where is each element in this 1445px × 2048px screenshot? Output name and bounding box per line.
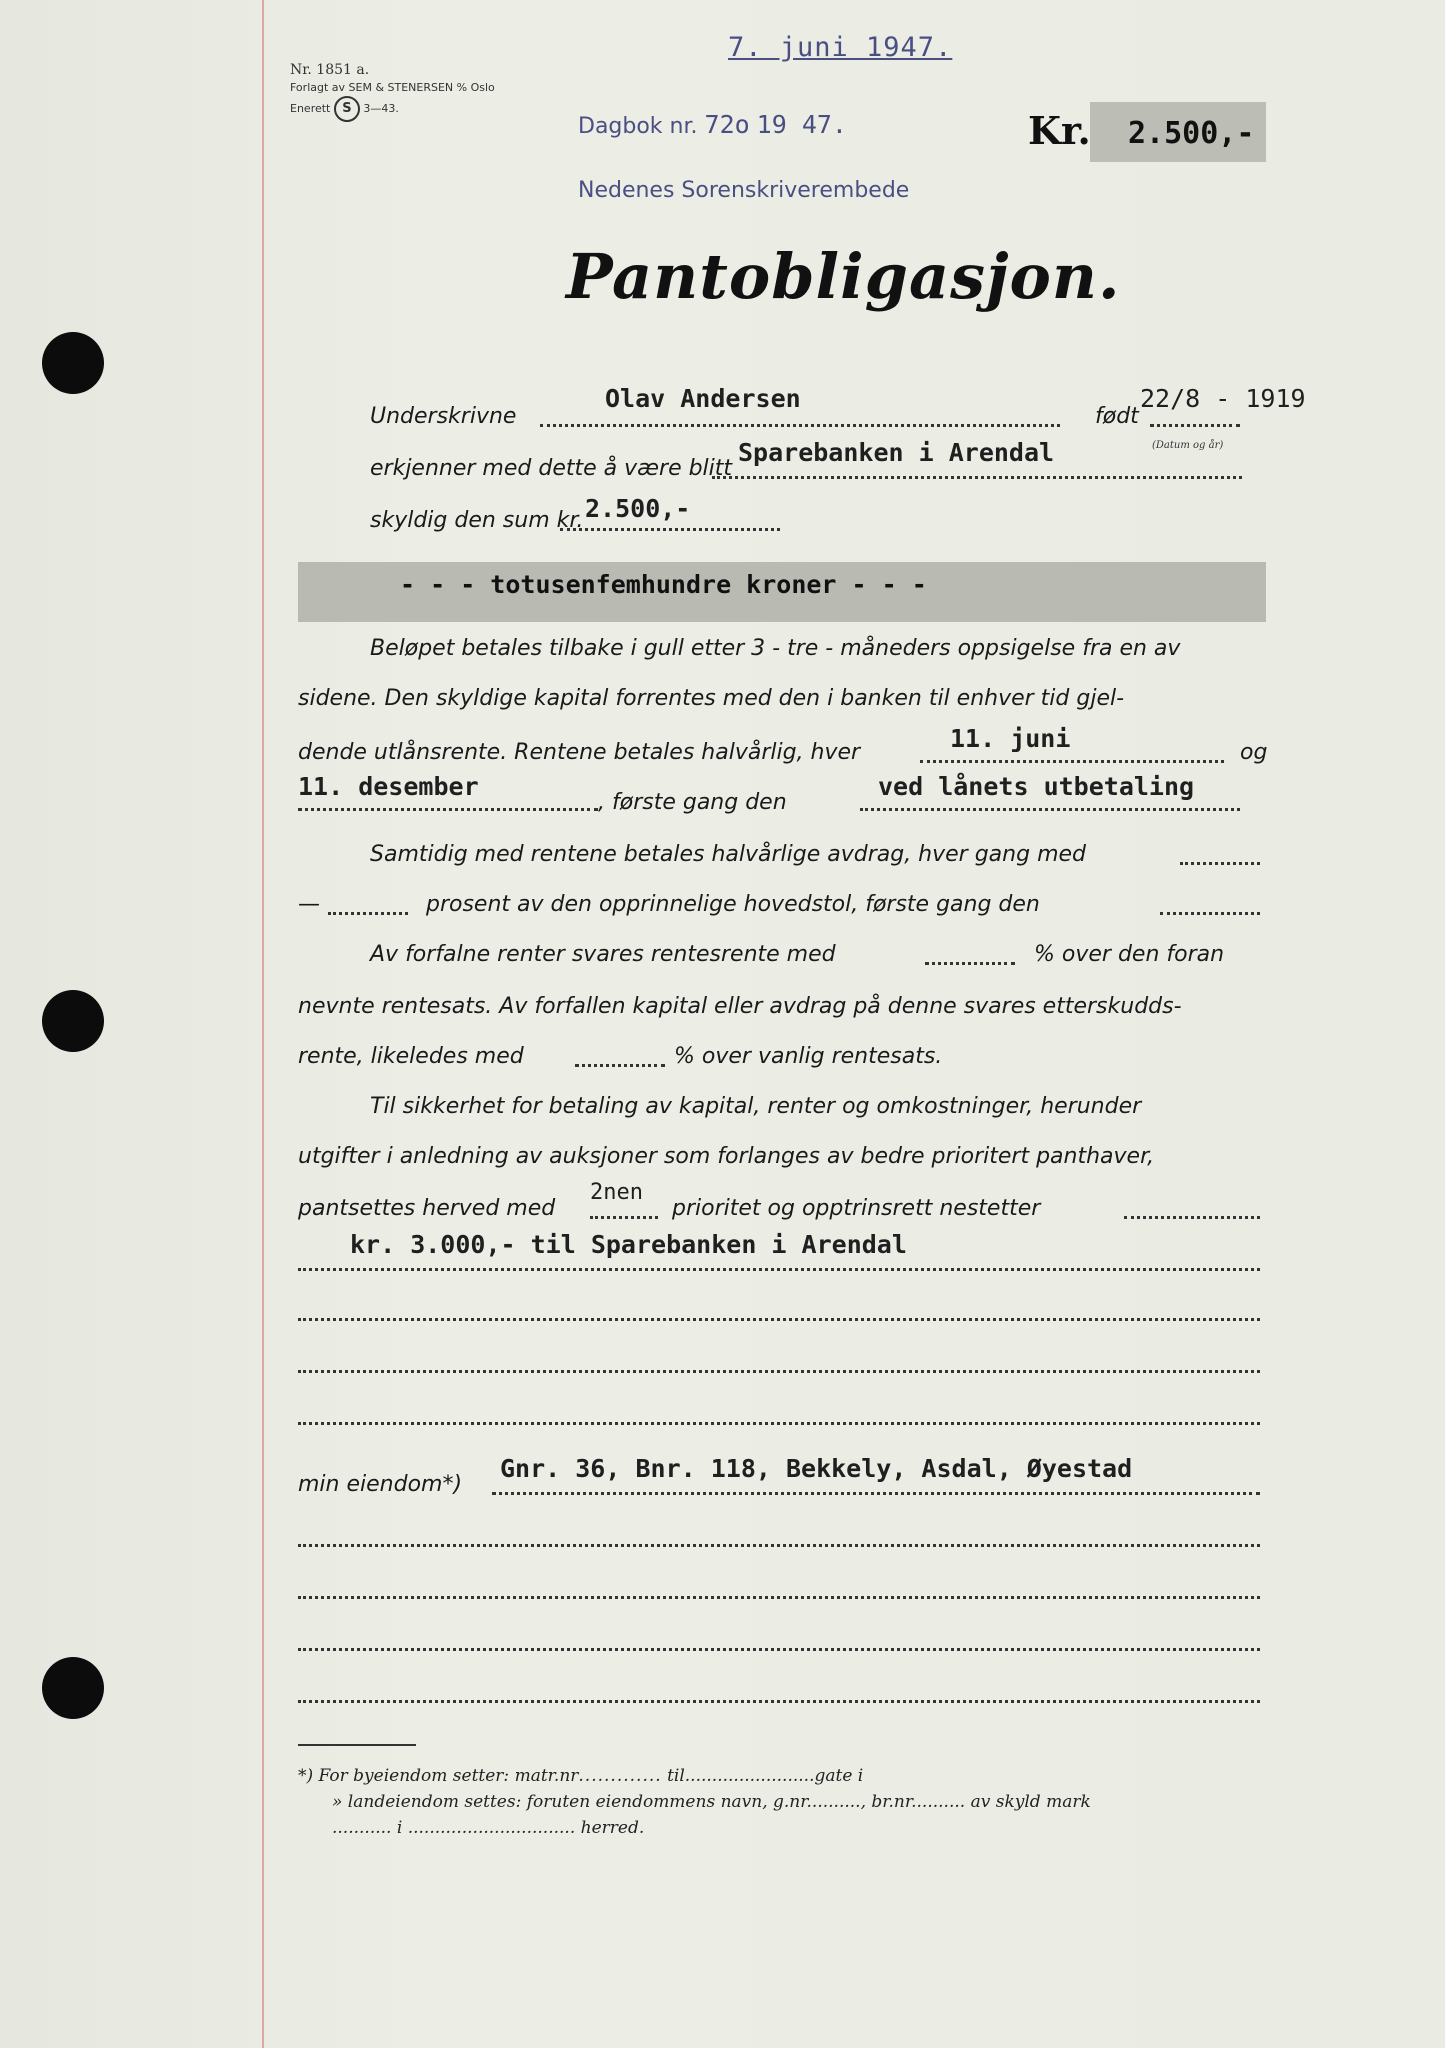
dotted-line — [328, 912, 408, 915]
forste-gang-value: ved lånets utbetaling — [878, 772, 1195, 801]
kr-amount: 2.500,- — [1128, 116, 1255, 151]
margin-rule — [262, 0, 264, 2048]
publisher-name: Forlagt av SEM & STENERSEN % Oslo — [290, 81, 495, 94]
rente-date2: 11. desember — [298, 772, 479, 801]
footnote-til: til — [667, 1766, 685, 1786]
dotted-line — [298, 1596, 1260, 1599]
erkjenner-label: erkjenner med dette å være blitt — [370, 456, 733, 481]
dagbok-line — [578, 110, 847, 139]
office-stamp: Nedenes Sorenskriverembede — [578, 178, 910, 203]
footnote-line3: ........... i ............................... herred. — [332, 1818, 645, 1838]
publisher-logo: S — [334, 96, 360, 122]
forste-gang-label: , første gang den — [598, 790, 787, 815]
dagbok-label: Dagbok nr. — [578, 114, 698, 139]
para2-line2: prosent av den opprinnelige hovedstol, første gang den — [426, 892, 1040, 917]
dotted-line — [1124, 1216, 1260, 1219]
underskrivne-label: Underskrivne — [370, 404, 517, 429]
fodt-hint: (Datum og år) — [1152, 440, 1224, 451]
skyldig-label: skyldig den sum kr. — [370, 508, 584, 533]
eiendom-value: Gnr. 36, Bnr. 118, Bekkely, Asdal, Øyestad — [500, 1454, 1133, 1483]
para1-line2: sidene. Den skyldige kapital forrentes med den i banken til enhver tid gjel- — [298, 686, 1125, 711]
publisher-rights: Enerett — [290, 102, 331, 115]
footnote-i: i — [396, 1818, 403, 1838]
og-label: og — [1240, 740, 1268, 765]
para2-line1: Samtidig med rentene betales halvårlige avdrag, hver gang med — [370, 842, 1086, 867]
dotted-line — [492, 1492, 1260, 1495]
dotted-line — [560, 528, 780, 531]
para3-line1: Av forfalne renter svares rentesrente med — [370, 942, 836, 967]
dagbok-number: 72o — [704, 110, 750, 139]
dotted-line — [298, 1648, 1260, 1651]
para3-line3-b: % over vanlig rentesats. — [674, 1044, 943, 1069]
form-number: Nr. 1851 a. — [290, 62, 370, 78]
dotted-line — [590, 1216, 658, 1219]
para3-line3: rente, likeledes med — [298, 1044, 524, 1069]
document-title: Pantobligasjon. — [566, 240, 1121, 313]
footnote-rule — [298, 1744, 416, 1746]
sum-in-words: - - - totusenfemhundre kroner - - - — [400, 570, 927, 599]
dotted-line — [860, 808, 1240, 811]
dotted-line — [1160, 912, 1260, 915]
punch-hole — [42, 1657, 104, 1719]
prior-lien: kr. 3.000,- til Sparebanken i Arendal — [350, 1230, 907, 1259]
footnote-line1: *) For byeiendom setter: matr.nr............. til........................gate i — [298, 1766, 864, 1786]
footnote-gate: gate i — [814, 1766, 864, 1786]
footnote-herred: herred. — [580, 1818, 645, 1838]
footnote-skyld: av skyld mark — [970, 1792, 1091, 1812]
fodt-label: født — [1095, 404, 1139, 429]
publisher-code: 3—43. — [363, 102, 399, 115]
dotted-line — [298, 1544, 1260, 1547]
para4-line2: utgifter i anledning av auksjoner som forlanges av bedre prioritert panthaver, — [298, 1144, 1155, 1169]
kr-label: Kr. — [1028, 108, 1091, 153]
punch-hole — [42, 332, 104, 394]
prioritet-value: 2nen — [590, 1180, 643, 1205]
dotted-line — [1180, 862, 1260, 865]
footnote-landeiendom: » landeiendom settes: foruten eiendommens navn, g.nr — [332, 1792, 807, 1812]
dotted-line — [920, 760, 1224, 763]
footnote-line2: » landeiendom settes: foruten eiendommens navn, g.nr.........., br.nr.......... av skyld mark — [332, 1792, 1091, 1812]
dagbok-year: 19 47. — [756, 110, 847, 139]
dotted-line — [925, 962, 1015, 965]
dotted-line — [298, 808, 598, 811]
footnote-brnr: , br.nr — [860, 1792, 912, 1812]
dotted-line — [298, 1268, 1260, 1271]
date-stamp: 7. juni 1947. — [728, 32, 953, 63]
rente-date1: 11. juni — [950, 724, 1071, 753]
para3-line1-b: % over den foran — [1034, 942, 1225, 967]
para4-line3-b: prioritet og opptrinsrett nestetter — [672, 1196, 1041, 1221]
dotted-line — [298, 1700, 1260, 1703]
footnote-byeiendom: *) For byeiendom setter: matr.nr — [298, 1766, 579, 1786]
para1-line1: Beløpet betales tilbake i gull etter 3 - tre - måneders oppsigelse fra en av — [370, 636, 1181, 661]
para4-line3: pantsettes herved med — [298, 1196, 556, 1221]
eiendom-label: min eiendom*) — [298, 1472, 463, 1497]
dotted-line — [1150, 424, 1240, 427]
dotted-line — [575, 1064, 665, 1067]
publisher-block — [290, 62, 495, 122]
underskrivne-value: Olav Andersen — [605, 384, 801, 413]
para4-line1: Til sikkerhet for betaling av kapital, renter og omkostninger, herunder — [370, 1094, 1142, 1119]
para3-line2: nevnte rentesats. Av forfallen kapital eller avdrag på denne svares etterskudds- — [298, 994, 1182, 1019]
para2-dash: — — [298, 892, 320, 917]
dotted-line — [540, 424, 1060, 427]
dotted-line — [712, 476, 1242, 479]
dotted-line — [298, 1370, 1260, 1373]
punch-hole — [42, 990, 104, 1052]
para1-line3: dende utlånsrente. Rentene betales halvårlig, hver — [298, 740, 861, 765]
creditor-value: Sparebanken i Arendal — [738, 438, 1055, 467]
dotted-line — [298, 1422, 1260, 1425]
dotted-line — [298, 1318, 1260, 1321]
fodt-value: 22/8 - 1919 — [1140, 384, 1306, 413]
sum-value: 2.500,- — [585, 494, 691, 523]
